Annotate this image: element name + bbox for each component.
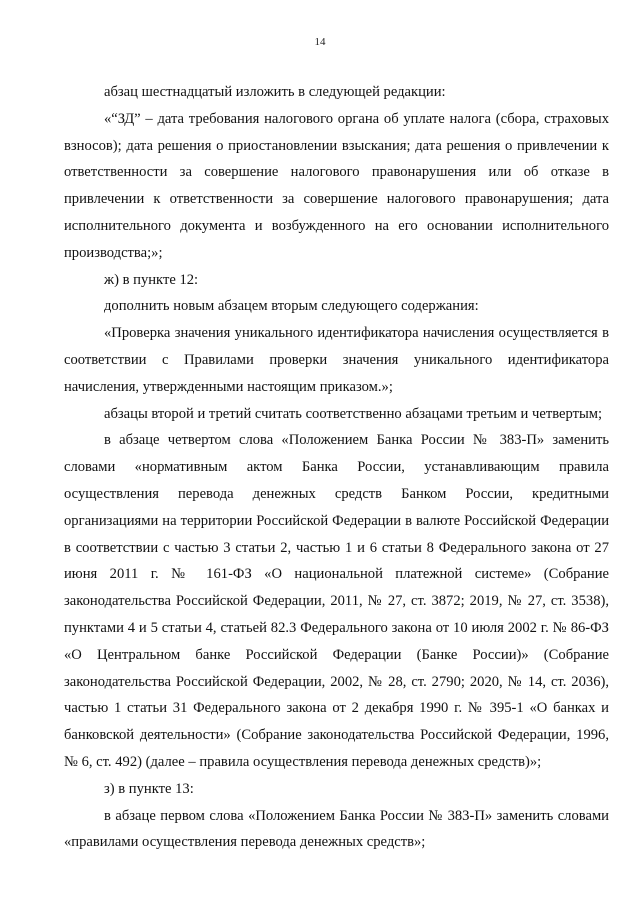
paragraph-renumber: абзацы второй и третий считать соответственно абзацами третьим и четвертым; (104, 405, 603, 422)
paragraph-replace-words: в абзаце четвертом слова «Положением Банка России № 383-П» заменить словами «нормативным актом Банка России, устанавливающим правила осуществления перевода денежных средств Банком России, кредитными организациями на территории Российской Федерации в валюте Российской Федерации в соответствии с частью 3 статьи 2, частью 1 и 6 статьи 8 Федерального закона от 27 июня 2011 г. № 161-ФЗ «О национальной платежной системе» (Собрание законодательства Российской Федерации, 2011, № 27, ст. 3872; 2019, № 27, ст. 3538), пунктами 4 и 5 статьи 4, статьей 82.3 Федерального закона от 10 июля 2002 г. № 86-ФЗ «О Центральном банке Российской Федерации (Банке России)» (Собрание законодательства Российской Федерации, 2002, № 28, ст. 2790; 2020, № 14, ст. 2036), частью 1 статьи 31 Федерального закона от 2 декабря 1990 г. № 395-1 «О банках и банковской деятельности» (Собрание законодательства Российской Федерации, 1996, № 6, ст. 492) (далее – правила осуществления перевода денежных средств)»; (64, 432, 609, 770)
paragraph-replace-first: в абзаце первом слова «Положением Банка России № 383-П» заменить словами «правилами осуществления перевода денежных средств»; (64, 807, 609, 851)
paragraph-heading-16: абзац шестнадцатый изложить в следующей редакции: (104, 84, 446, 100)
paragraph-item-zh: ж) в пункте 12: (104, 271, 199, 288)
paragraph-zd-definition: «“ЗД” – дата требования налогового органа об уплате налога (сбора, страховых взносов); дата решения о приостановлении взыскания; дата решения о привлечении к ответственности за совершение налогового правонарушения или об отказе в привлечении к ответственности за совершение налогового правонарушения; дата исполнительного документа и возбужденного на его основании исполнительного производства;»; (64, 110, 609, 261)
paragraph-item-z: з) в пункте 13: (104, 780, 194, 797)
document-body (64, 79, 609, 856)
page-number: 14 (314, 36, 326, 48)
paragraph-quote-check: «Проверка значения уникального идентификатора начисления осуществляется в соответствии с Правилами проверки значения уникального идентификатора начисления, утвержденными настоящим приказом.»; (64, 325, 609, 395)
paragraph-add-abzac: дополнить новым абзацем вторым следующего содержания: (104, 298, 479, 315)
